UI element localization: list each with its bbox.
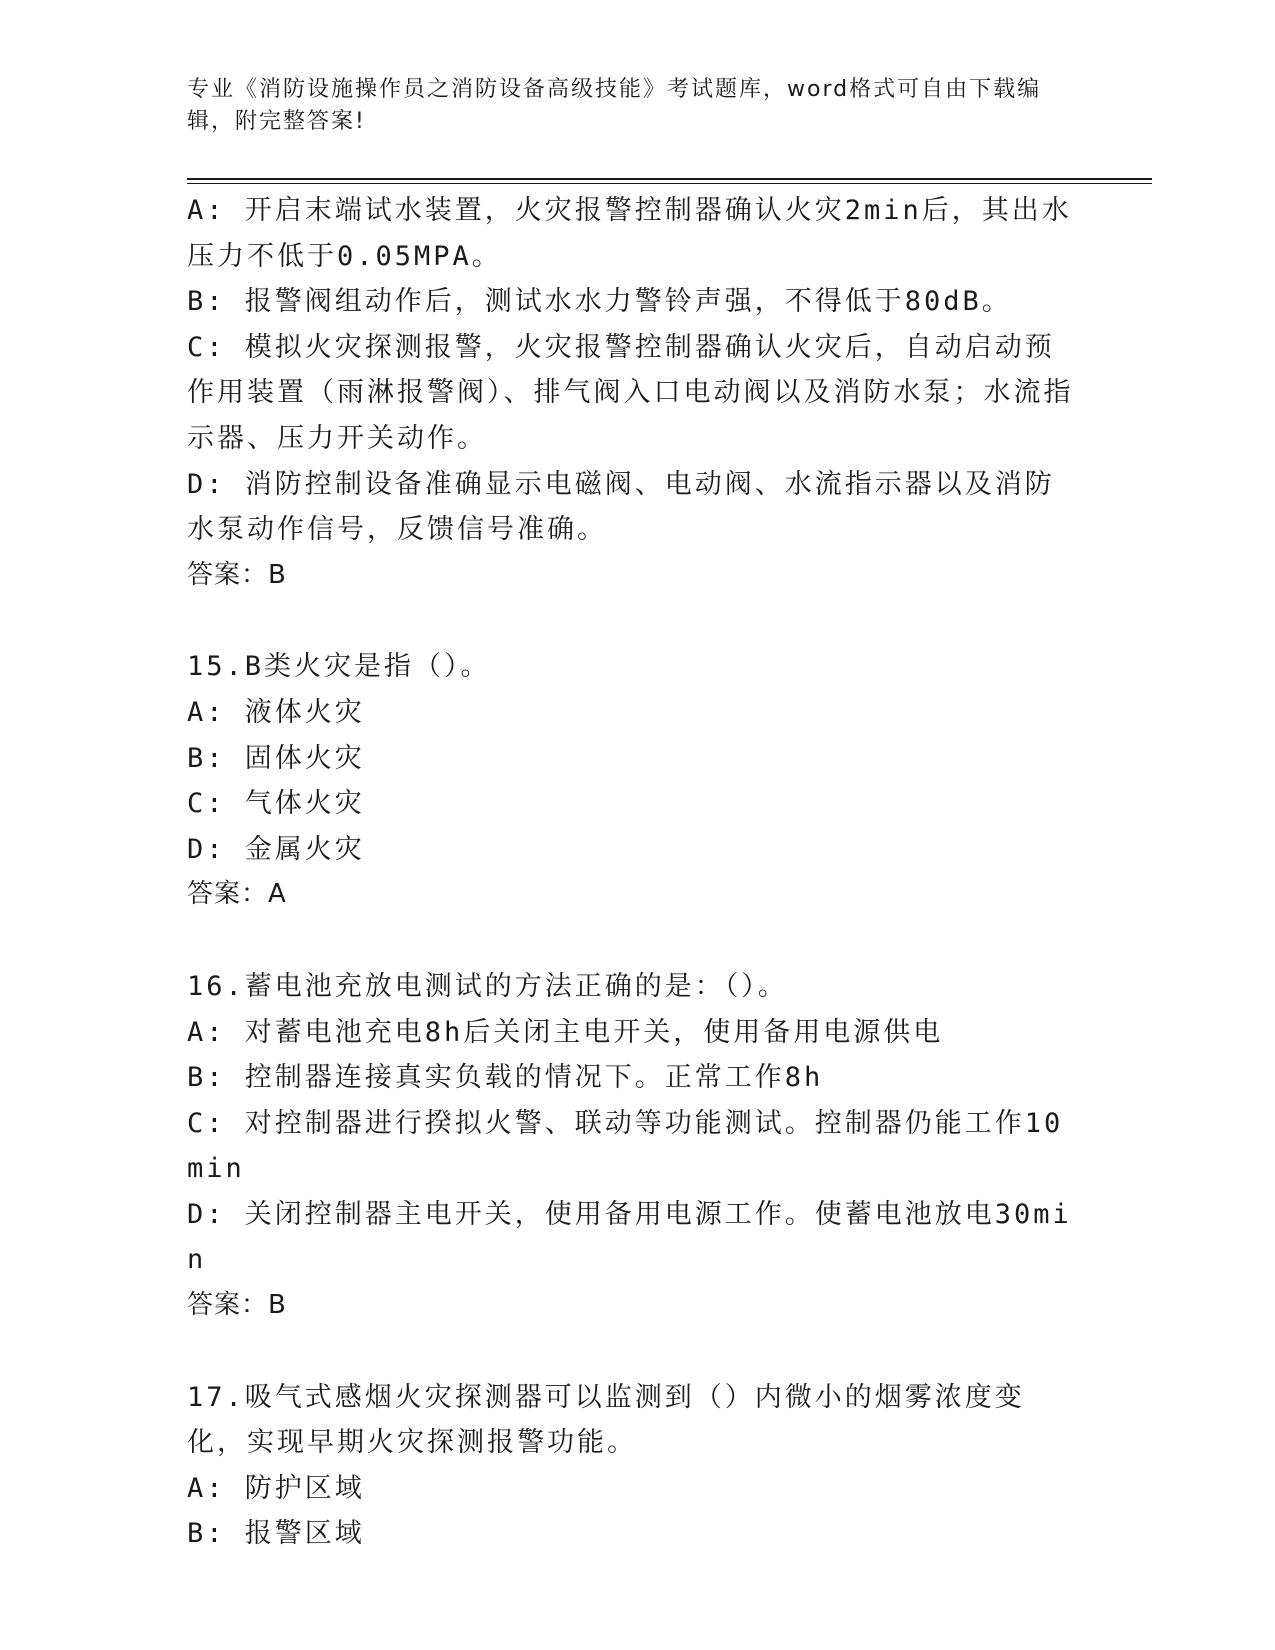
document-header: 专业《消防设施操作员之消防设备高级技能》考试题库，word格式可自由下载编辑，附完整答案! bbox=[187, 77, 1042, 134]
option-b: B: 控制器连接真实负载的情况下。正常工作8h bbox=[187, 1062, 824, 1094]
question-text: 17.吸气式感烟火灾探测器可以监测到（）内微小的烟雾浓度变化，实现早期火灾探测报警功能。 bbox=[187, 1381, 1025, 1459]
question-14-continued bbox=[187, 188, 1077, 598]
option-b: B: 报警阀组动作后，测试水水力警铃声强，不得低于80dB。 bbox=[187, 286, 1012, 318]
question-17 bbox=[187, 1375, 1077, 1557]
option-c: C: 对控制器进行揆拟火警、联动等功能测试。控制器仍能工作10min bbox=[187, 1107, 1064, 1185]
option-c: C: 模拟火灾探测报警，火灾报警控制器确认火灾后，自动启动预作用装置（雨淋报警阀）、排气阀入口电动阀以及消防水泵；水流指示器、压力开关动作。 bbox=[187, 331, 1074, 454]
option-a: A: 液体火灾 bbox=[187, 696, 365, 728]
question-list bbox=[187, 188, 1077, 1557]
question-15 bbox=[187, 644, 1077, 918]
option-d: D: 金属火灾 bbox=[187, 833, 365, 865]
option-d: D: 关闭控制器主电开关，使用备用电源工作。使蓄电池放电30min bbox=[187, 1198, 1072, 1276]
option-a: A: 对蓄电池充电8h后关闭主电开关，使用备用电源供电 bbox=[187, 1016, 944, 1048]
spacer bbox=[187, 598, 1077, 644]
answer: 答案：A bbox=[187, 879, 287, 910]
question-text: 16.蓄电池充放电测试的方法正确的是：（）。 bbox=[187, 970, 788, 1002]
question-16 bbox=[187, 964, 1077, 1329]
option-b: B: 固体火灾 bbox=[187, 742, 365, 774]
spacer bbox=[187, 1329, 1077, 1375]
header-divider-thick bbox=[187, 178, 1152, 180]
option-a: A: 开启末端试水装置，火灾报警控制器确认火灾2min后，其出水压力不低于0.05MPA。 bbox=[187, 195, 1072, 272]
answer: 答案：B bbox=[187, 1290, 287, 1321]
option-d: D: 消防控制设备准确显示电磁阀、电动阀、水流指示器以及消防水泵动作信号，反馈信号准确。 bbox=[187, 468, 1055, 546]
question-text: 15.B类火灾是指（）。 bbox=[187, 651, 491, 683]
option-c: C: 气体火灾 bbox=[187, 788, 365, 820]
answer: 答案：B bbox=[187, 559, 287, 590]
header-divider-thin bbox=[187, 183, 1152, 184]
option-a: A: 防护区域 bbox=[187, 1472, 365, 1504]
spacer bbox=[187, 918, 1077, 964]
option-b: B: 报警区域 bbox=[187, 1518, 365, 1550]
